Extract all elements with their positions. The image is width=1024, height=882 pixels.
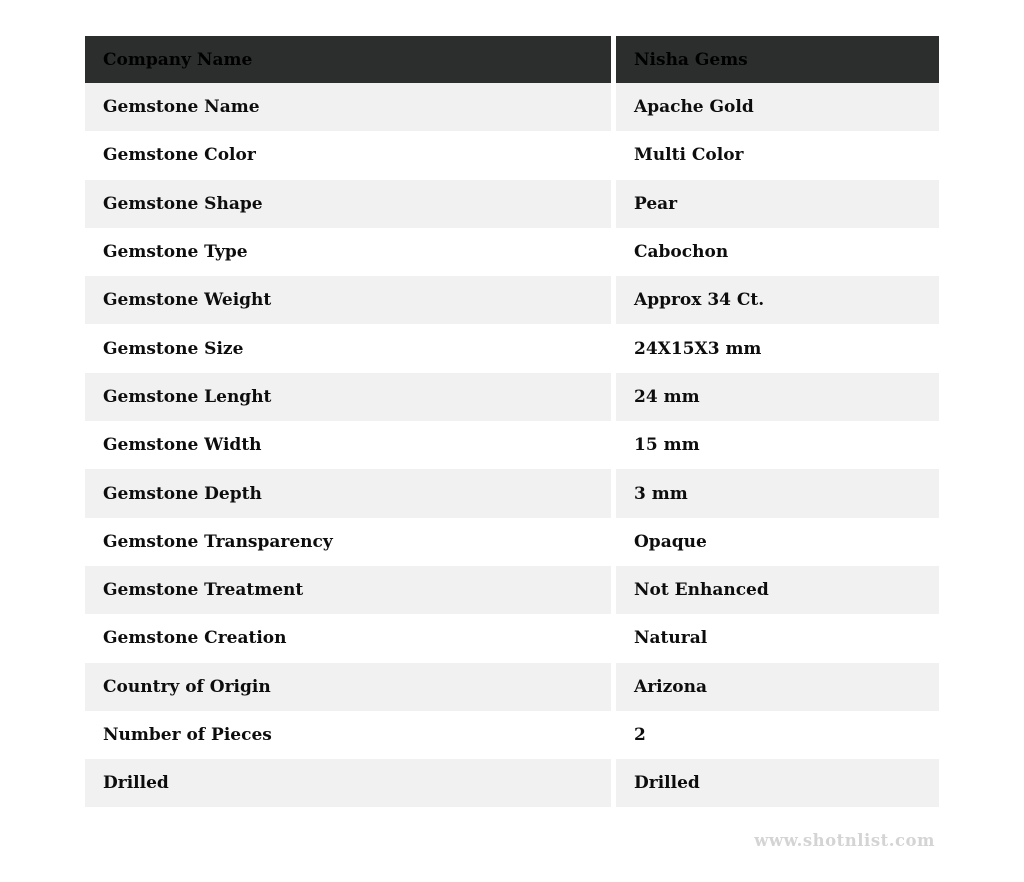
header-company-name-label: Company Name [85, 36, 611, 83]
table-row [85, 180, 939, 228]
gemstone-spec-table [85, 36, 939, 807]
row-value: Approx 34 Ct. [616, 276, 939, 324]
table-row [85, 711, 939, 759]
table-row [85, 373, 939, 421]
row-value: Opaque [616, 518, 939, 566]
row-value: 2 [616, 711, 939, 759]
row-label: Gemstone Lenght [85, 373, 611, 421]
row-value: Arizona [616, 663, 939, 711]
table-row [85, 421, 939, 469]
row-label: Gemstone Transparency [85, 518, 611, 566]
table-row [85, 276, 939, 324]
row-value: Natural [616, 614, 939, 662]
row-value: 24 mm [616, 373, 939, 421]
table-row [85, 469, 939, 517]
row-value: Multi Color [616, 131, 939, 179]
row-label: Gemstone Type [85, 228, 611, 276]
row-label: Drilled [85, 759, 611, 807]
row-value: Pear [616, 180, 939, 228]
table-row [85, 614, 939, 662]
watermark-url: www.shotnlist.com [754, 831, 935, 850]
row-label: Gemstone Treatment [85, 566, 611, 614]
table-row [85, 518, 939, 566]
row-value: 3 mm [616, 469, 939, 517]
row-label: Gemstone Weight [85, 276, 611, 324]
row-label: Gemstone Color [85, 131, 611, 179]
row-value: Cabochon [616, 228, 939, 276]
row-label: Gemstone Size [85, 324, 611, 372]
header-company-name-value: Nisha Gems [616, 36, 939, 83]
row-label: Country of Origin [85, 663, 611, 711]
table-row [85, 759, 939, 807]
table-row [85, 83, 939, 131]
row-label: Gemstone Width [85, 421, 611, 469]
table-row [85, 131, 939, 179]
table-row [85, 324, 939, 372]
table-row [85, 228, 939, 276]
row-label: Number of Pieces [85, 711, 611, 759]
table-header-row [85, 36, 939, 83]
row-value: Drilled [616, 759, 939, 807]
row-label: Gemstone Creation [85, 614, 611, 662]
row-label: Gemstone Depth [85, 469, 611, 517]
row-value: Not Enhanced [616, 566, 939, 614]
table-body [85, 83, 939, 807]
table-row [85, 663, 939, 711]
row-value: 15 mm [616, 421, 939, 469]
row-value: Apache Gold [616, 83, 939, 131]
row-label: Gemstone Name [85, 83, 611, 131]
row-value: 24X15X3 mm [616, 324, 939, 372]
row-label: Gemstone Shape [85, 180, 611, 228]
table-row [85, 566, 939, 614]
